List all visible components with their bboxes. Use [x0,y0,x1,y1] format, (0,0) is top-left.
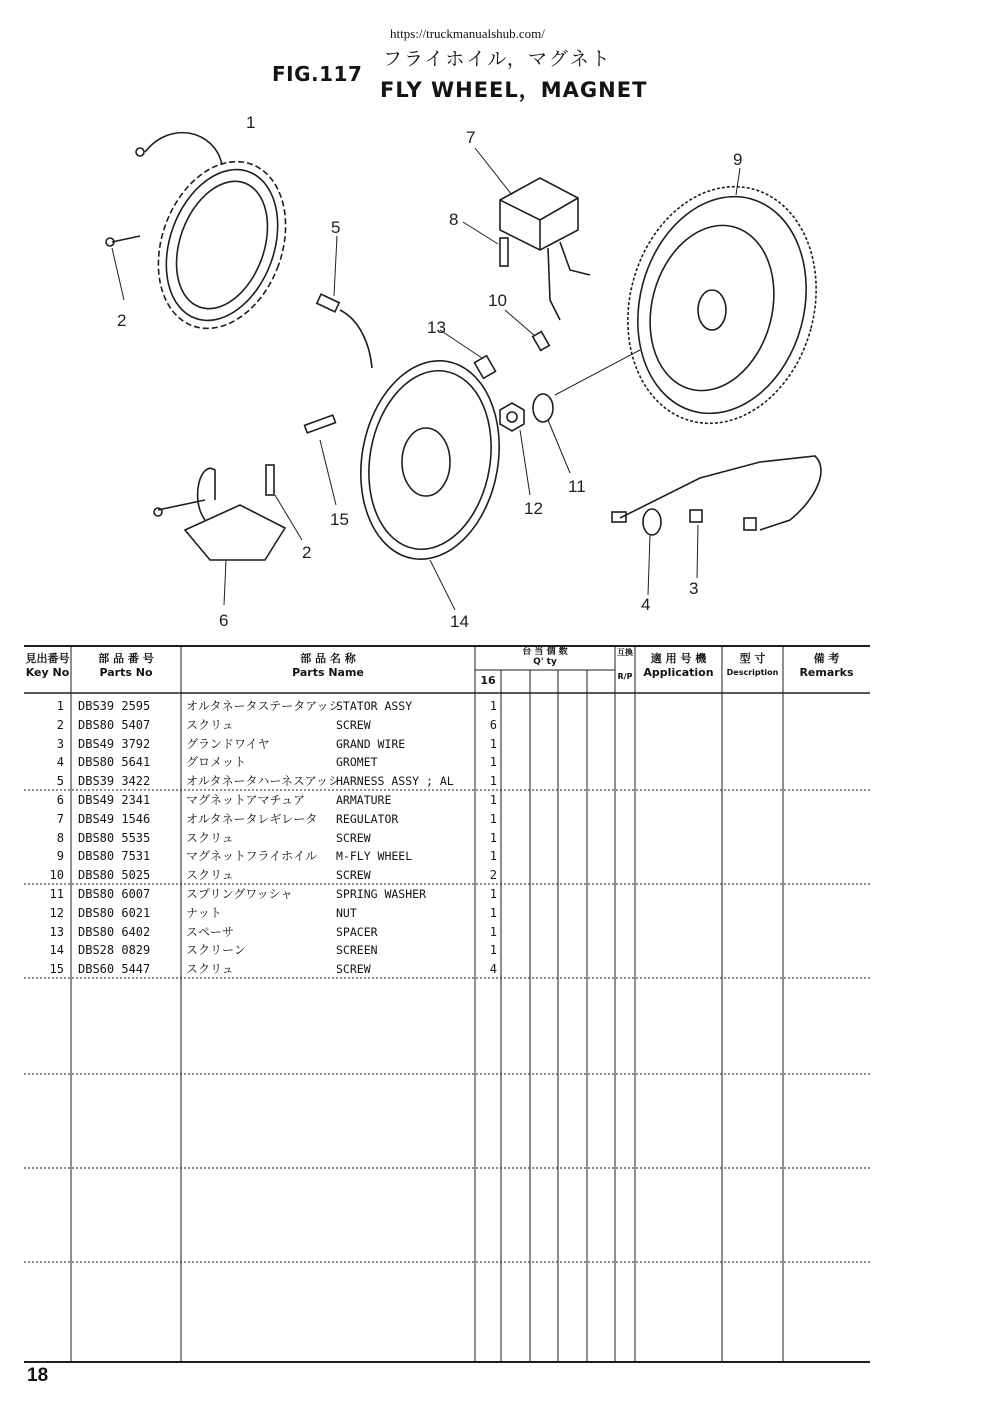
row-qty: 1 [489,736,497,751]
header-remarks-en: Remarks [799,666,854,679]
row-name-en: SPRING WASHER [336,887,427,901]
row-name-jp: グランドワイヤ [186,736,270,751]
row-parts-no: DBS80 7531 [78,849,151,864]
header-parts-no-en: Parts No [99,666,153,679]
header-parts-name-en: Parts Name [292,666,364,679]
row-key-no: 6 [56,793,64,807]
callout-5: 5 [331,218,341,237]
row-key-no: 12 [49,905,64,920]
row-name-en: SPACER [336,924,378,939]
row-name-jp: オルタネータハーネスアッシ [186,774,340,789]
header-rp [615,648,635,682]
callout-13: 13 [427,318,446,337]
callout-8: 8 [449,210,459,229]
row-name-en: HARNESS ASSY ; AL [336,774,454,789]
row-key-no: 1 [56,699,64,713]
row-name-jp: スペーサ [186,924,235,939]
callout-3: 3 [689,579,699,598]
row-key-no: 7 [56,811,64,826]
row-key-no: 8 [56,830,64,845]
header-rp-en: R/P [617,672,633,681]
row-qty: 6 [489,717,497,732]
row-name-jp: スクリーン [186,943,246,958]
row-parts-no: DBS28 0829 [78,943,151,958]
row-key-no: 14 [49,943,64,958]
header-key-en: Key No [25,666,70,679]
header-qty-en: Q' ty [533,657,557,667]
callout-2: 2 [117,311,127,330]
row-parts-no: DBS60 5447 [78,962,151,977]
row-qty: 1 [489,849,497,864]
row-key-no: 9 [56,849,64,864]
figure-title-jp: フライホイル，マグネト [383,48,612,70]
row-name-jp: ナット [186,905,222,920]
row-name-en: GRAND WIRE [336,736,406,751]
row-name-en: SCREW [336,830,371,845]
header-key-no [24,652,71,680]
callout-6: 6 [219,611,229,630]
header-parts-name [181,652,475,680]
row-key-no: 11 [49,887,64,901]
callout-11: 11 [568,477,586,496]
callout-14: 14 [450,612,469,631]
row-name-jp: マグネットフライホイル [186,849,318,864]
header-qty-jp: 台 当 個 数 [522,647,568,657]
row-qty: 1 [489,699,497,713]
row-name-en: GROMET [336,755,378,770]
row-name-en: SCREW [336,717,371,732]
callout-7: 7 [466,128,476,147]
row-name-jp: スプリングワッシャ [186,887,293,901]
row-name-jp: スクリュ [186,962,234,977]
row-name-jp: グロメット [186,755,247,770]
row-name-en: NUT [336,905,357,920]
row-qty: 1 [489,793,497,807]
row-qty: 1 [489,811,497,826]
row-qty: 4 [489,962,497,977]
row-key-no: 15 [49,962,64,977]
header-qty [475,647,615,667]
row-parts-no: DBS49 2341 [78,793,151,807]
header-remarks [783,652,870,680]
row-key-no: 10 [49,868,64,883]
row-parts-no: DBS39 3422 [78,774,151,789]
row-qty: 1 [489,943,497,958]
page-number: 18 [27,1365,49,1386]
source-url[interactable]: https://truckmanualshub.com/ [390,26,545,41]
header-parts-no [71,652,181,680]
row-parts-no: DBS39 2595 [78,699,151,713]
row-name-jp: オルタネータステータアッシ [186,699,341,713]
row-parts-no: DBS80 5407 [78,717,151,732]
row-key-no: 3 [56,736,64,751]
header-parts-no-jp: 部 品 番 号 [98,652,154,665]
row-qty: 1 [489,774,497,789]
header-key-jp: 見出番号 [25,652,70,665]
row-name-jp: スクリュ [186,717,234,732]
header-description-en: Description [726,668,779,677]
row-parts-no: DBS80 5641 [78,755,151,770]
row-key-no: 4 [56,755,64,770]
row-parts-no: DBS49 1546 [78,811,151,826]
row-qty: 1 [489,905,497,920]
row-name-en: SCREW [336,868,371,883]
row-key-no: 5 [56,774,64,789]
row-name-jp: スクリュ [186,868,234,883]
header-application [635,652,722,680]
header-rp-jp: 互換 [617,648,633,657]
header-qty-col1: 16 [480,674,496,687]
callout-1: 1 [246,113,256,132]
header-application-en: Application [643,666,714,679]
header-description-jp: 型 寸 [739,652,766,665]
row-qty: 1 [489,755,497,770]
row-name-en: ARMATURE [336,793,392,807]
row-parts-no: DBS80 6021 [78,905,151,920]
header-description [722,652,783,680]
figure-title-en: FLY WHEEL，MAGNET [380,78,648,102]
row-parts-no: DBS49 3792 [78,736,151,751]
row-name-en: SCREEN [336,943,378,958]
header-application-jp: 適 用 号 機 [650,652,707,665]
callout-9: 9 [733,150,743,169]
row-name-en: STATOR ASSY [336,699,413,713]
callout-2-lower: 2 [302,543,312,562]
row-qty: 1 [489,924,497,939]
row-name-en: SCREW [336,962,371,977]
row-qty: 1 [489,830,497,845]
callout-15: 15 [330,510,349,529]
row-name-en: M-FLY WHEEL [336,849,413,864]
row-key-no: 13 [49,924,64,939]
callout-10: 10 [488,291,507,310]
row-parts-no: DBS80 5025 [78,868,151,883]
header-parts-name-jp: 部 品 名 称 [300,652,356,665]
row-parts-no: DBS80 5535 [78,830,151,845]
row-parts-no: DBS80 6007 [78,887,151,901]
callout-4: 4 [641,595,651,614]
row-key-no: 2 [56,717,64,732]
callout-12: 12 [524,499,543,518]
row-name-en: REGULATOR [336,811,399,826]
row-parts-no: DBS80 6402 [78,924,151,939]
row-name-jp: スクリュ [186,830,234,845]
row-qty: 2 [489,868,497,883]
row-qty: 1 [489,887,497,901]
header-remarks-jp: 備 考 [813,652,840,665]
row-name-jp: マグネットアマチュア [186,793,306,807]
row-name-jp: オルタネータレギレータ [186,811,318,826]
figure-label: FIG.117 [272,62,363,86]
